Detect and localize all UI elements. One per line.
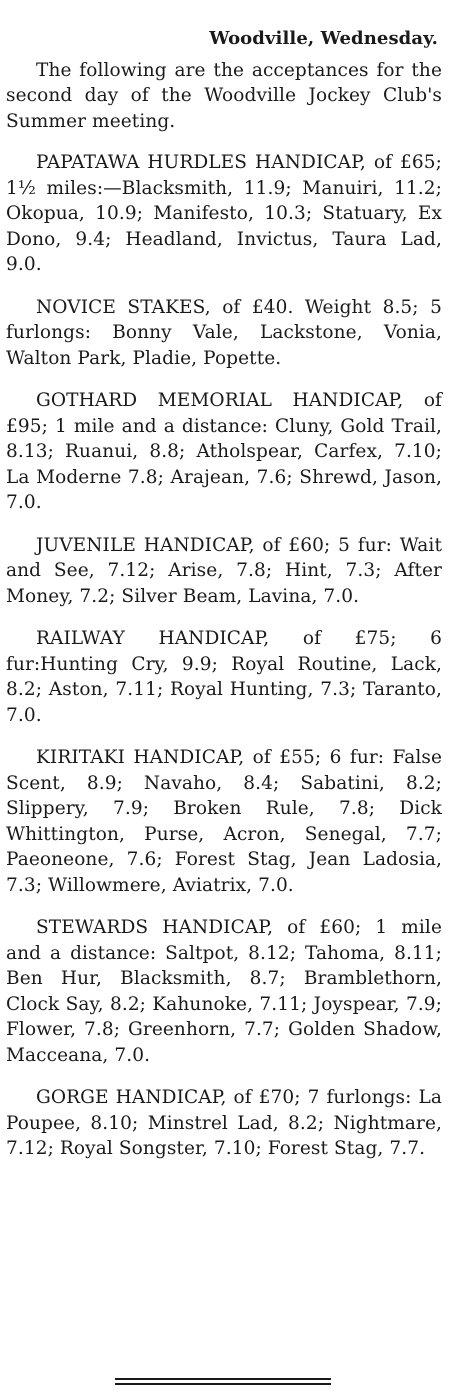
closing-rule-bottom xyxy=(115,1383,331,1385)
race-entry-gothard-memorial: GOTHARD MEMORIAL HANDICAP, of £95; 1 mile and a distance: Cluny, Gold Trail, 8.13; Ruanui, 8.8; Atholspear, Carfex, 7.10; La Moderne 7.8; Arajean, 7.6; Shrewd, Jason, 7.0. xyxy=(6,390,442,513)
race-entry-papatawa-hurdles: PAPATAWA HURDLES HANDICAP, of £65; 1½ miles:—Blacksmith, 11.9; Manuiri, 11.2; Okopua, 10.9; Manifesto, 10.3; Statuary, Ex Dono, 9.4; Headland, Invictus, Taura Lad, 9.0. xyxy=(6,152,442,275)
race-entry-kiritaki-handicap: KIRITAKI HANDICAP, of £55; 6 fur: False Scent, 8.9; Navaho, 8.4; Sabatini, 8.2; Slippery, 7.9; Broken Rule, 7.8; Dick Whittington, Purse, Acron, Senegal, 7.7; Paeoneone, 7.6; Forest Stag, Jean Ladosia, 7.3; Willowmere, Aviatrix, 7.0. xyxy=(6,747,442,896)
race-entry-stewards-handicap: STEWARDS HANDICAP, of £60; 1 mile and a distance: Saltpot, 8.12; Tahoma, 8.11; Ben Hur, Blacksmith, 8.7; Bramblethorn, Clock Say, 8.2; Kahunoke, 7.11; Joyspear, 7.9; Flower, 7.8; Greenhorn, 7.7; Golden Shadow, Macceana, 7.0. xyxy=(6,917,442,1066)
dateline: Woodville, Wednesday. xyxy=(209,28,438,49)
intro-paragraph: The following are the acceptances for the second day of the Woodville Jockey Club's Summer meeting. xyxy=(6,59,442,132)
race-entry-juvenile-handicap: JUVENILE HANDICAP, of £60; 5 fur: Wait and See, 7.12; Arise, 7.8; Hint, 7.3; After Money, 7.2; Silver Beam, Lavina, 7.0. xyxy=(6,534,442,607)
article xyxy=(6,26,442,1179)
race-entry-railway-handicap: RAILWAY HANDICAP, of £75; 6 fur:Hunting Cry, 9.9; Royal Routine, Lack, 8.2; Aston, 7.11; Royal Hunting, 7.3; Taranto, 7.0. xyxy=(6,628,442,726)
closing-rule-top xyxy=(115,1378,331,1380)
race-entry-gorge-handicap: GORGE HANDICAP, of £70; 7 furlongs: La Poupee, 8.10; Minstrel Lad, 8.2; Nightmare, 7.12; Royal Songster, 7.10; Forest Stag, 7.7. xyxy=(6,1087,442,1159)
race-entry-novice-stakes: NOVICE STAKES, of £40. Weight 8.5; 5 furlongs: Bonny Vale, Lackstone, Vonia, Walton Park, Pladie, Popette. xyxy=(6,296,442,369)
